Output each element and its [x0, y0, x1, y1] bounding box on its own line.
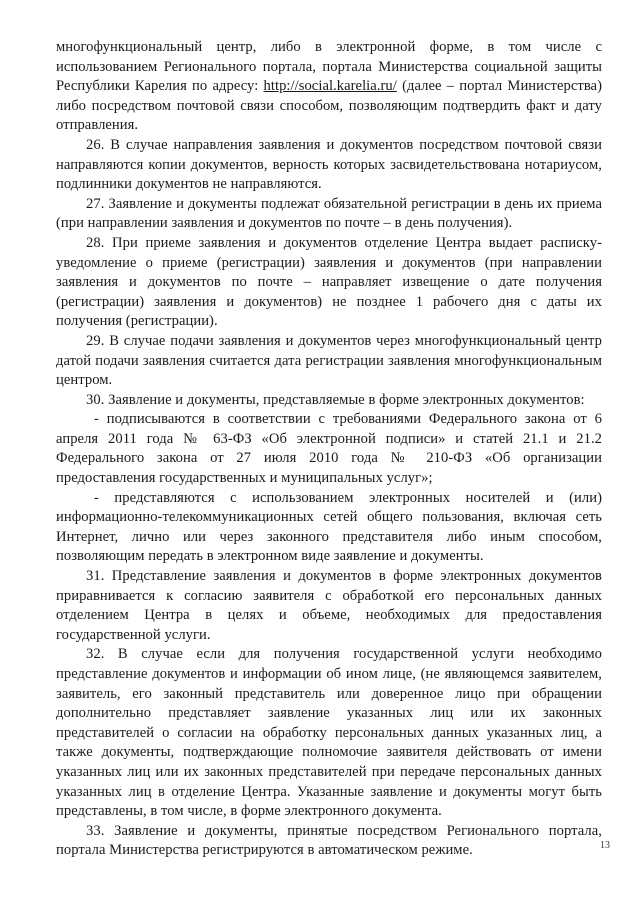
paragraph-30-item-submit: - представляются с использованием электронных носителей и (или) информационно-телекоммуникационных сетей общего пользования, включая сеть Интернет, лично или через законного представителя либо иным способом, позволяющим передать в электронном виде заявление и документы.: [56, 489, 602, 565]
paragraph-30: 30. Заявление и документы, представляемые в форме электронных документов:: [86, 391, 585, 408]
paragraph-intro: [56, 38, 602, 136]
paragraph-30-item-sign: - подписываются в соответствии с требованиями Федерального закона от 6 апреля 2011 года № 63-ФЗ «Об электронной подписи» и статей 21.1 и 21.2 Федерального закона от 27 июля 2010 года № 210-ФЗ «Об организации предоставления государственных и муниципальных услуг»;: [56, 411, 602, 487]
paragraph-26: 26. В случае направления заявления и документов посредством почтовой связи направляются копии документов, верность которых засвидетельствована нотариусом, подлинники документов не направляются.: [56, 136, 602, 193]
paragraph-33: 33. Заявление и документы, принятые посредством Регионального портала, портала Министерства регистрируются в автоматическом режиме.: [56, 822, 602, 859]
paragraph-29: 29. В случае подачи заявления и документов через многофункциональный центр датой подачи заявления считается дата регистрации заявления многофункциональным центром.: [56, 332, 602, 389]
paragraph-intro-text-start: многофункциональный центр, либо в электронной форме, в том числе с использованием Регионального портала, портала Министерства социальной защиты Республики Карелия по адресу:: [56, 39, 602, 95]
paragraph-28: 28. При приеме заявления и документов отделение Центра выдает расписку-уведомление о приеме (регистрации) заявления и документов (при направлении заявления и документов по почте – направляет извещение о дате получения (регистрации) заявления и документов) не позднее 1 рабочего дня с даты их получения (регистрации).: [56, 234, 602, 330]
paragraph-27: 27. Заявление и документы подлежат обязательной регистрации в день их приема (при направлении заявления и документов по почте – в день получения).: [56, 195, 602, 232]
page-number: 13: [600, 840, 610, 851]
social-karelia-link[interactable]: http://social.karelia.ru/: [263, 78, 397, 95]
paragraph-intro-text-end: (далее – портал Министерства) либо посредством почтовой связи способом, позволяющим подтвердить факт и дату отправления.: [56, 78, 602, 134]
paragraph-32: 32. В случае если для получения государственной услуги необходимо представление документов и информации об ином лице, (не являющемся заявителем, заявитель, его законный представитель или доверенное лицо при обращении дополнительно представляет заявление указанных лиц или их законных представителей о согласии на обработку персональных данных указанных лиц, а также документы, подтверждающие полномочие заявителя действовать от имени указанных лиц или их законных представителей при передаче персональных данных указанных лиц в отделение Центра. Указанные заявление и документы могут быть представлены, в том числе, в форме электронного документа.: [56, 646, 602, 820]
paragraph-31: 31. Представление заявления и документов в форме электронных документов приравнивается к согласию заявителя с обработкой его персональных данных отделением Центра в целях и объеме, необходимых для предоставления государственной услуги.: [56, 568, 602, 643]
document-body: [56, 38, 602, 861]
